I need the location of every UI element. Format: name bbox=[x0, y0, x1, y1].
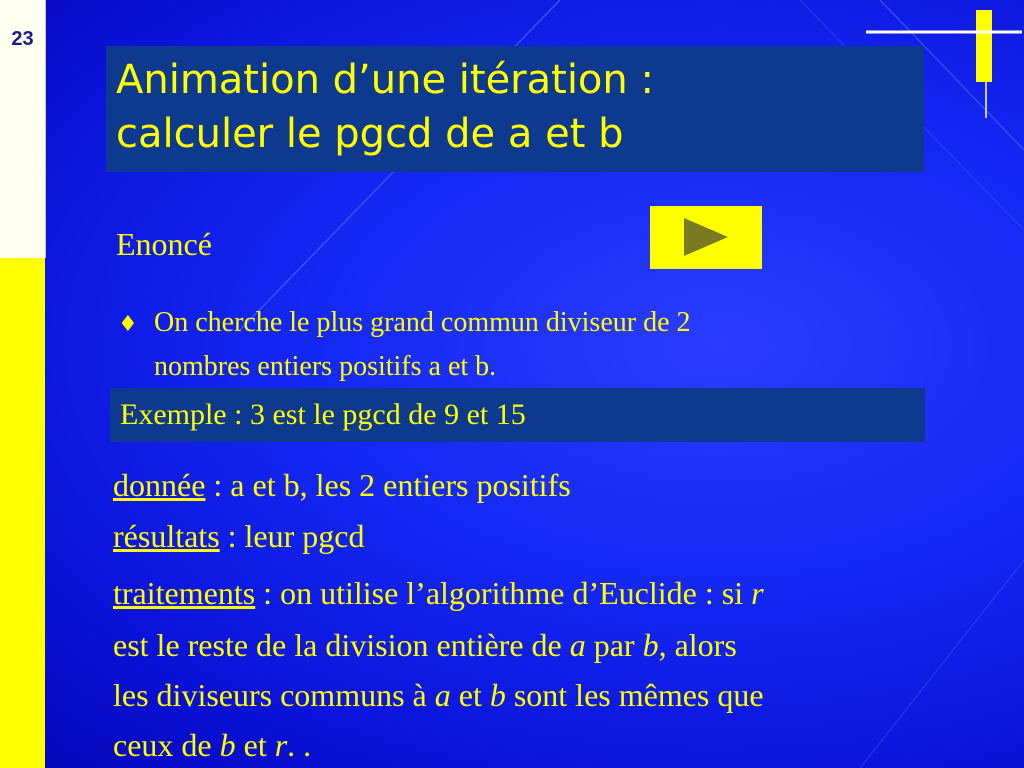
enonce-bullet-text-line1: On cherche le plus grand commun diviseur de 2 bbox=[154, 307, 691, 338]
var-a: a bbox=[434, 677, 451, 713]
traitements-line3 bbox=[113, 676, 764, 714]
traitements-text: est le reste de la division entière de bbox=[113, 627, 570, 663]
example-text: Exemple : 3 est le pgcd de 9 et 15 bbox=[120, 398, 526, 431]
resultats-text: : leur pgcd bbox=[219, 518, 365, 554]
var-b: b bbox=[489, 677, 506, 713]
donnee-text: : a et b, les 2 entiers positifs bbox=[205, 467, 571, 503]
traitements-text: ceux de bbox=[113, 727, 220, 763]
traitements-text: par bbox=[585, 627, 643, 663]
traitements-text: , alors bbox=[658, 627, 737, 663]
enonce-bullet-text-line2: nombres entiers positifs a et b. bbox=[154, 351, 497, 382]
donnee-label: donnée bbox=[113, 467, 206, 503]
traitements-text: les diviseurs communs à bbox=[113, 677, 435, 713]
diamond-bullet-icon: ♦ bbox=[118, 312, 138, 337]
traitements-text: et bbox=[450, 677, 490, 713]
var-r: r bbox=[751, 575, 764, 611]
var-a: a bbox=[569, 627, 586, 663]
traitements-text: : on utilise l’algorithme d’Euclide : si bbox=[255, 575, 752, 611]
cross-decoration-vertical bbox=[976, 10, 992, 82]
enonce-heading: Enoncé bbox=[116, 226, 212, 262]
play-triangle-icon bbox=[684, 218, 728, 256]
traitements-label: traitements bbox=[113, 575, 256, 611]
traitements-line4 bbox=[113, 726, 311, 764]
var-r: r bbox=[274, 727, 288, 763]
slide-title-line2: calculer le pgcd de a et b bbox=[116, 111, 624, 157]
var-b: b bbox=[642, 627, 659, 663]
diagonal-line bbox=[860, 560, 1024, 768]
play-button[interactable] bbox=[650, 206, 762, 269]
slide-title-line1: Animation d’une itération : bbox=[116, 57, 654, 103]
slide-number: 23 bbox=[11, 28, 34, 50]
traitements-line2 bbox=[113, 626, 737, 664]
traitements-text: . . bbox=[287, 727, 312, 763]
resultats-line bbox=[113, 517, 364, 555]
donnee-line bbox=[113, 466, 571, 504]
traitements-text: et bbox=[235, 727, 275, 763]
var-b: b bbox=[219, 727, 236, 763]
traitements-line1 bbox=[113, 574, 764, 612]
traitements-text: sont les mêmes que bbox=[505, 677, 764, 713]
resultats-label: résultats bbox=[113, 518, 220, 554]
